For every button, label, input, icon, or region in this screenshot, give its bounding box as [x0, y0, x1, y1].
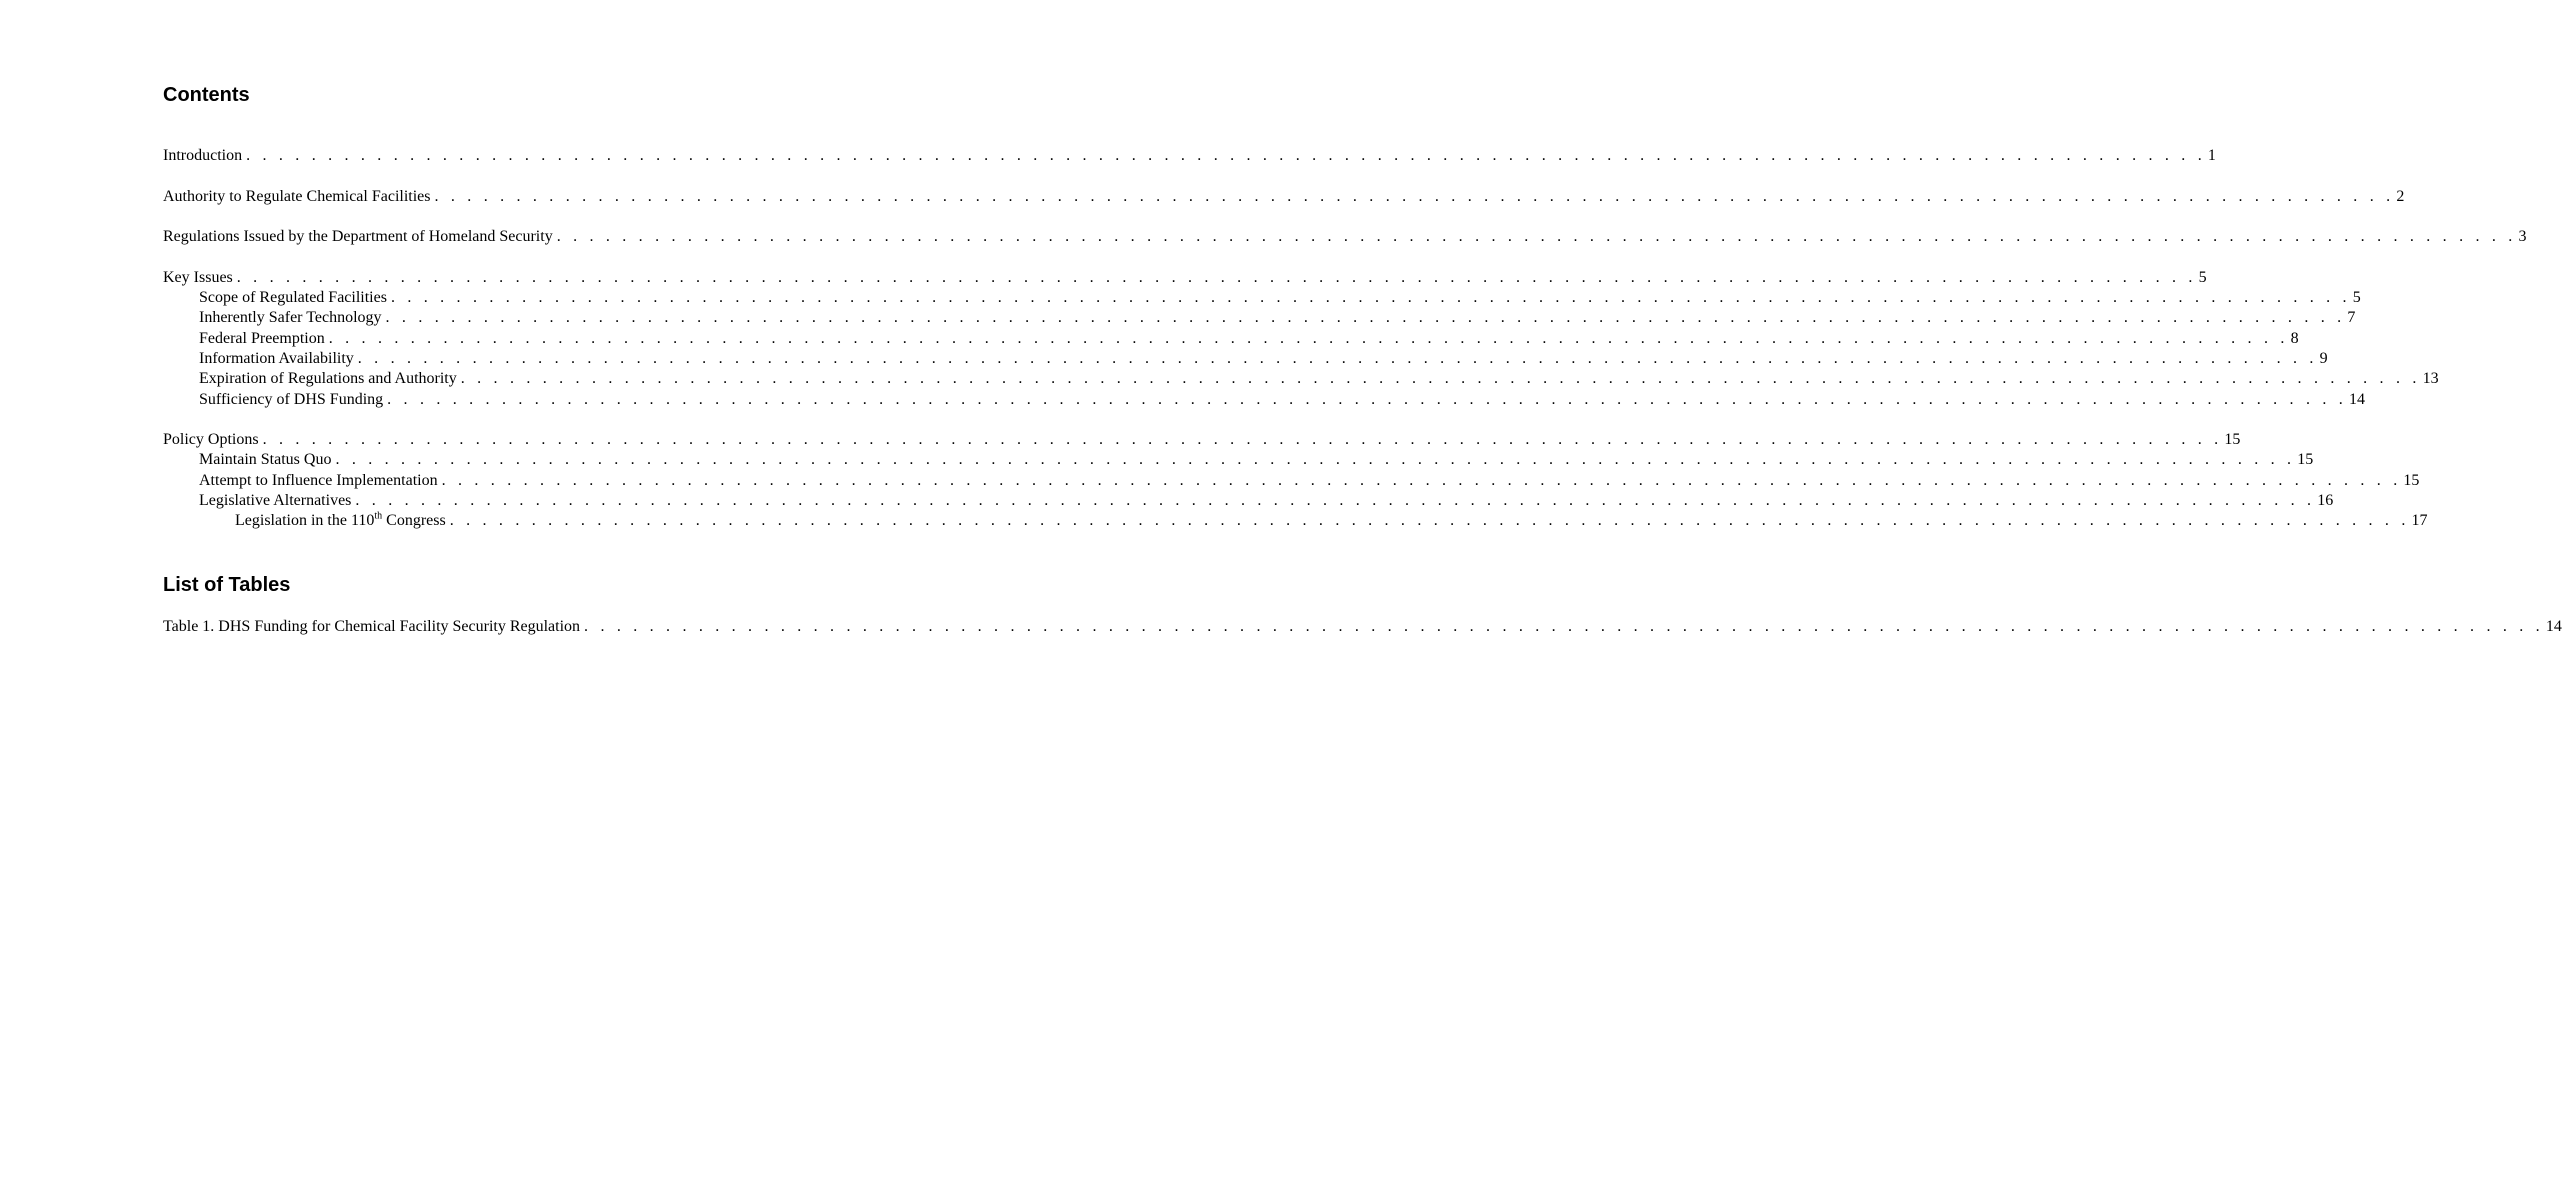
table-list-entry[interactable] [163, 617, 2562, 637]
entry-title: Key Issues [163, 268, 233, 286]
entry-title: Maintain Status Quo [199, 451, 332, 469]
entry-page-number: 13 [2422, 370, 2439, 388]
entry-page-number: 14 [2545, 618, 2562, 635]
list-of-tables-heading: List of Tables [163, 574, 291, 596]
dot-leader: . . . . . . . . . . . . . . . . . . . . . . . . . . . . . . . . . . . . . . . . . . . . . . . . . . . . . . . . . . . . . . . . . . . . . . . . . . . . . . . . . . . . . . . . . . . . . . . . . . . . . . . . . . . . . . . . . . . . . . . . [434, 187, 2395, 205]
entry-title-superscript: th [374, 511, 383, 523]
entry-page-number: 15 [2403, 471, 2420, 489]
toc-entry[interactable] [163, 390, 2365, 410]
entry-title: Attempt to Influence Implementation [199, 471, 438, 489]
entry-title: Introduction [163, 147, 243, 164]
toc-entry[interactable] [163, 349, 2328, 369]
dot-leader: . . . . . . . . . . . . . . . . . . . . . . . . . . . . . . . . . . . . . . . . . . . . . . . . . . . . . . . . . . . . . . . . . . . . . . . . . . . . . . . . . . . . . . . . . . . . . . . . . . . . . . . . . . . . . . . . . . . . . . . . [385, 309, 2346, 327]
entry-title-part: Legislation in the 110 [235, 512, 375, 530]
entry-title: Regulations Issued by the Department of Homeland Security [163, 228, 553, 246]
entry-title: Inherently Safer Technology [199, 309, 382, 327]
entry-page-number: 7 [2347, 309, 2356, 327]
dot-leader: . . . . . . . . . . . . . . . . . . . . . . . . . . . . . . . . . . . . . . . . . . . . . . . . . . . . . . . . . . . . . . . . . . . . . . . . . . . . . . . . . . . . . . . . . . . . . . . . . . . . . . . . . . . . . . . . . . . . . . . . [246, 147, 2206, 164]
dot-leader: . . . . . . . . . . . . . . . . . . . . . . . . . . . . . . . . . . . . . . . . . . . . . . . . . . . . . . . . . . . . . . . . . . . . . . . . . . . . . . . . . . . . . . . . . . . . . . . . . . . . . . . . . . . . . . . . . . . . . . . . [335, 451, 2296, 469]
entry-page-number: 9 [2319, 349, 2328, 367]
dot-leader: . . . . . . . . . . . . . . . . . . . . . . . . . . . . . . . . . . . . . . . . . . . . . . . . . . . . . . . . . . . . . . . . . . . . . . . . . . . . . . . . . . . . . . . . . . . . . . . . . . . . . . . . . . . . . . . . . . . . . . . . [355, 492, 2316, 510]
toc-entry[interactable] [163, 491, 2334, 511]
toc-entry[interactable] [163, 369, 2439, 389]
entry-page-number: 8 [2290, 329, 2299, 347]
entry-title: Table 1. DHS Funding for Chemical Facility Security Regulation [163, 618, 581, 635]
dot-leader: . . . . . . . . . . . . . . . . . . . . . . . . . . . . . . . . . . . . . . . . . . . . . . . . . . . . . . . . . . . . . . . . . . . . . . . . . . . . . . . . . . . . . . . . . . . . . . . . . . . . . . . . . . . . . . . . . . . . . . . . [441, 471, 2402, 489]
dot-leader: . . . . . . . . . . . . . . . . . . . . . . . . . . . . . . . . . . . . . . . . . . . . . . . . . . . . . . . . . . . . . . . . . . . . . . . . . . . . . . . . . . . . . . . . . . . . . . . . . . . . . . . . . . . . . . . . . . . . . . . . [390, 289, 2351, 307]
toc-entry[interactable] [163, 227, 2527, 247]
entry-title-part: Congress [382, 512, 446, 530]
entry-title: Scope of Regulated Facilities [199, 289, 387, 307]
table-of-contents [163, 146, 2527, 532]
dot-leader: . . . . . . . . . . . . . . . . . . . . . . . . . . . . . . . . . . . . . . . . . . . . . . . . . . . . . . . . . . . . . . . . . . . . . . . . . . . . . . . . . . . . . . . . . . . . . . . . . . . . . . . . . . . . . . . . . . . . . . . . [556, 228, 2517, 246]
toc-entry[interactable] [163, 288, 2361, 308]
toc-entry[interactable] [163, 511, 2428, 531]
toc-entry[interactable] [163, 471, 2420, 491]
contents-heading: Contents [163, 84, 250, 106]
toc-entry[interactable] [163, 430, 2241, 450]
entry-title [235, 511, 450, 531]
entry-title: Policy Options [163, 431, 259, 449]
entry-page-number: 15 [2224, 431, 2241, 449]
toc-entry[interactable] [163, 268, 2207, 288]
dot-leader: . . . . . . . . . . . . . . . . . . . . . . . . . . . . . . . . . . . . . . . . . . . . . . . . . . . . . . . . . . . . . . . . . . . . . . . . . . . . . . . . . . . . . . . . . . . . . . . . . . . . . . . . . . . . . . . . . . . . . . . . [236, 268, 2197, 286]
toc-entry[interactable] [163, 146, 2216, 166]
entry-page-number: 16 [2317, 492, 2334, 510]
entry-title: Information Availability [199, 349, 354, 367]
toc-entry[interactable] [163, 450, 2314, 470]
entry-title: Legislative Alternatives [199, 492, 352, 510]
entry-page-number: 15 [2297, 451, 2314, 469]
entry-title: Authority to Regulate Chemical Facilities [163, 187, 431, 205]
entry-title: Federal Preemption [199, 329, 325, 347]
entry-page-number: 5 [2198, 268, 2207, 286]
entry-page-number: 14 [2348, 390, 2365, 408]
entry-title: Sufficiency of DHS Funding [199, 390, 384, 408]
toc-entry[interactable] [163, 187, 2405, 207]
entry-page-number: 5 [2352, 289, 2361, 307]
toc-entry[interactable] [163, 329, 2299, 349]
entry-page-number: 3 [2518, 228, 2527, 246]
list-of-tables [163, 617, 2562, 637]
toc-entry[interactable] [163, 308, 2356, 328]
entry-page-number: 2 [2396, 187, 2405, 205]
dot-leader: . . . . . . . . . . . . . . . . . . . . . . . . . . . . . . . . . . . . . . . . . . . . . . . . . . . . . . . . . . . . . . . . . . . . . . . . . . . . . . . . . . . . . . . . . . . . . . . . . . . . . . . . . . . . . . . . . . . . . . . . [584, 618, 2544, 635]
entry-page-number: 17 [2411, 512, 2428, 530]
dot-leader: . . . . . . . . . . . . . . . . . . . . . . . . . . . . . . . . . . . . . . . . . . . . . . . . . . . . . . . . . . . . . . . . . . . . . . . . . . . . . . . . . . . . . . . . . . . . . . . . . . . . . . . . . . . . . . . . . . . . . . . . [262, 431, 2223, 449]
dot-leader: . . . . . . . . . . . . . . . . . . . . . . . . . . . . . . . . . . . . . . . . . . . . . . . . . . . . . . . . . . . . . . . . . . . . . . . . . . . . . . . . . . . . . . . . . . . . . . . . . . . . . . . . . . . . . . . . . . . . . . . . [449, 512, 2410, 530]
entry-title: Expiration of Regulations and Authority [199, 370, 457, 388]
dot-leader: . . . . . . . . . . . . . . . . . . . . . . . . . . . . . . . . . . . . . . . . . . . . . . . . . . . . . . . . . . . . . . . . . . . . . . . . . . . . . . . . . . . . . . . . . . . . . . . . . . . . . . . . . . . . . . . . . . . . . . . . [357, 349, 2318, 367]
dot-leader: . . . . . . . . . . . . . . . . . . . . . . . . . . . . . . . . . . . . . . . . . . . . . . . . . . . . . . . . . . . . . . . . . . . . . . . . . . . . . . . . . . . . . . . . . . . . . . . . . . . . . . . . . . . . . . . . . . . . . . . . [387, 390, 2347, 408]
dot-leader: . . . . . . . . . . . . . . . . . . . . . . . . . . . . . . . . . . . . . . . . . . . . . . . . . . . . . . . . . . . . . . . . . . . . . . . . . . . . . . . . . . . . . . . . . . . . . . . . . . . . . . . . . . . . . . . . . . . . . . . . [460, 370, 2421, 388]
dot-leader: . . . . . . . . . . . . . . . . . . . . . . . . . . . . . . . . . . . . . . . . . . . . . . . . . . . . . . . . . . . . . . . . . . . . . . . . . . . . . . . . . . . . . . . . . . . . . . . . . . . . . . . . . . . . . . . . . . . . . . . . [328, 329, 2289, 347]
entry-page-number: 1 [2207, 147, 2216, 164]
